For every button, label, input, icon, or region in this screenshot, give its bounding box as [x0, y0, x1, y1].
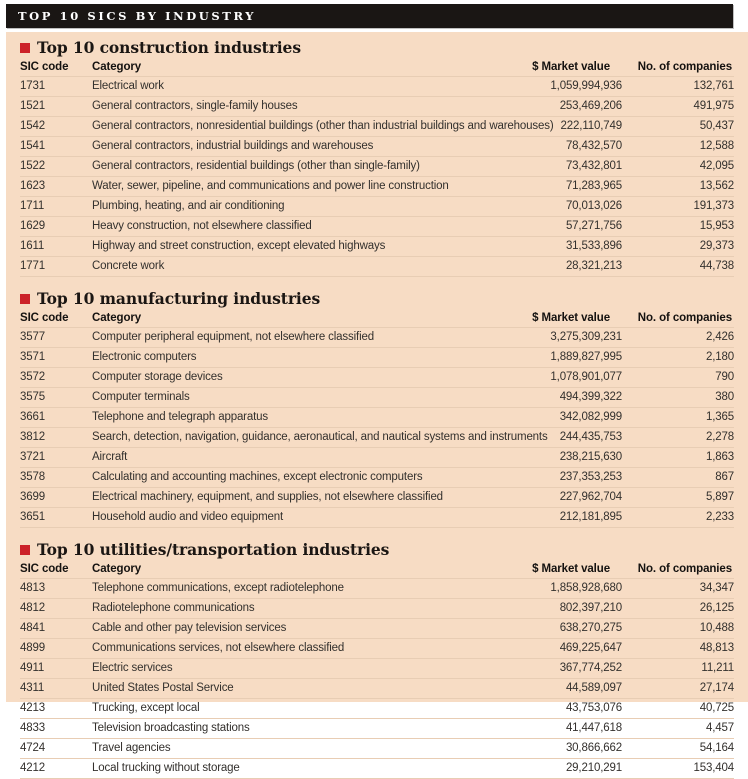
content-panel — [6, 32, 748, 774]
cell-category: General contractors, residential buildings (other than single-family) — [92, 157, 490, 177]
cell-sic-code: 1542 — [20, 117, 92, 137]
cell-companies: 40,725 — [622, 699, 734, 719]
cell-companies: 4,457 — [622, 719, 734, 739]
cell-companies: 10,488 — [622, 619, 734, 639]
section-title-text: Top 10 construction industries — [37, 38, 301, 57]
cell-category: Heavy construction, not elsewhere classified — [92, 217, 490, 237]
table-row — [20, 97, 734, 117]
cell-companies: 790 — [622, 368, 734, 388]
cell-market-value: 638,270,275 — [490, 619, 622, 639]
table-header-row — [20, 61, 734, 77]
table-row — [20, 468, 734, 488]
table-row — [20, 488, 734, 508]
cell-category: Plumbing, heating, and air conditioning — [92, 197, 490, 217]
cell-companies: 1,365 — [622, 408, 734, 428]
cell-market-value: 29,210,291 — [490, 759, 622, 779]
cell-sic-code: 1611 — [20, 237, 92, 257]
cell-category: Trucking, except local — [92, 699, 490, 719]
cell-sic-code: 3699 — [20, 488, 92, 508]
cell-companies: 44,738 — [622, 257, 734, 277]
cell-companies: 29,373 — [622, 237, 734, 257]
cell-sic-code: 3578 — [20, 468, 92, 488]
industry-table — [20, 563, 734, 779]
table-row — [20, 177, 734, 197]
cell-sic-code: 4899 — [20, 639, 92, 659]
cell-sic-code: 3572 — [20, 368, 92, 388]
table-row — [20, 237, 734, 257]
cell-companies: 11,211 — [622, 659, 734, 679]
cell-category: United States Postal Service — [92, 679, 490, 699]
column-header-sic-code: SIC code — [20, 563, 69, 575]
cell-sic-code: 4724 — [20, 739, 92, 759]
cell-sic-code: 3577 — [20, 328, 92, 348]
column-header-sic-code: SIC code — [20, 61, 69, 73]
cell-category: Radiotelephone communications — [92, 599, 490, 619]
cell-companies: 867 — [622, 468, 734, 488]
table-row — [20, 217, 734, 237]
cell-market-value: 44,589,097 — [490, 679, 622, 699]
cell-market-value: 802,397,210 — [490, 599, 622, 619]
table-row — [20, 388, 734, 408]
cell-market-value: 244,435,753 — [490, 428, 622, 448]
cell-market-value: 237,353,253 — [490, 468, 622, 488]
cell-companies: 13,562 — [622, 177, 734, 197]
cell-companies: 191,373 — [622, 197, 734, 217]
cell-companies: 2,426 — [622, 328, 734, 348]
cell-sic-code: 1711 — [20, 197, 92, 217]
cell-companies: 42,095 — [622, 157, 734, 177]
cell-market-value: 367,774,252 — [490, 659, 622, 679]
cell-companies: 1,863 — [622, 448, 734, 468]
table-row — [20, 579, 734, 599]
cell-sic-code: 3651 — [20, 508, 92, 528]
cell-market-value: 1,858,928,680 — [490, 579, 622, 599]
cell-category: Highway and street construction, except elevated highways — [92, 237, 490, 257]
cell-companies: 153,404 — [622, 759, 734, 779]
section-heading — [20, 540, 734, 560]
table-row — [20, 679, 734, 699]
cell-category: Local trucking without storage — [92, 759, 490, 779]
table-header-row — [20, 563, 734, 579]
table-row — [20, 408, 734, 428]
cell-market-value: 222,110,749 — [490, 117, 622, 137]
industry-section — [20, 540, 734, 779]
cell-market-value: 73,432,801 — [490, 157, 622, 177]
column-header-sic-code: SIC code — [20, 312, 69, 324]
cell-market-value: 30,866,662 — [490, 739, 622, 759]
cell-sic-code: 4833 — [20, 719, 92, 739]
cell-companies: 491,975 — [622, 97, 734, 117]
cell-category: Telephone and telegraph apparatus — [92, 408, 490, 428]
table-row — [20, 117, 734, 137]
column-header-category: Category — [92, 61, 142, 73]
cell-category: General contractors, single-family houses — [92, 97, 490, 117]
cell-companies: 34,347 — [622, 579, 734, 599]
table-row — [20, 428, 734, 448]
cell-category: Electronic computers — [92, 348, 490, 368]
table-row — [20, 77, 734, 97]
cell-market-value: 71,283,965 — [490, 177, 622, 197]
cell-sic-code: 4311 — [20, 679, 92, 699]
table-row — [20, 759, 734, 779]
table-row — [20, 157, 734, 177]
table-row — [20, 719, 734, 739]
red-square-marker-icon — [20, 545, 30, 555]
table-row — [20, 137, 734, 157]
cell-market-value: 1,059,994,936 — [490, 77, 622, 97]
red-square-marker-icon — [20, 294, 30, 304]
cell-market-value: 212,181,895 — [490, 508, 622, 528]
column-header-market-value: $ Market value — [532, 563, 610, 575]
table-row — [20, 639, 734, 659]
cell-market-value: 342,082,999 — [490, 408, 622, 428]
cell-companies: 2,233 — [622, 508, 734, 528]
cell-companies: 15,953 — [622, 217, 734, 237]
table-row — [20, 619, 734, 639]
cell-market-value: 31,533,896 — [490, 237, 622, 257]
column-header-companies: No. of companies — [637, 61, 732, 73]
cell-companies: 2,278 — [622, 428, 734, 448]
table-row — [20, 348, 734, 368]
column-header-category: Category — [92, 312, 142, 324]
industry-table — [20, 61, 734, 277]
cell-category: General contractors, industrial buildings and warehouses — [92, 137, 490, 157]
cell-market-value: 469,225,647 — [490, 639, 622, 659]
table-row — [20, 197, 734, 217]
cell-companies: 27,174 — [622, 679, 734, 699]
cell-sic-code: 4911 — [20, 659, 92, 679]
cell-sic-code: 3571 — [20, 348, 92, 368]
column-header-companies: No. of companies — [637, 312, 732, 324]
cell-sic-code: 4213 — [20, 699, 92, 719]
cell-sic-code: 4841 — [20, 619, 92, 639]
cell-category: Concrete work — [92, 257, 490, 277]
cell-sic-code: 4212 — [20, 759, 92, 779]
cell-market-value: 238,215,630 — [490, 448, 622, 468]
cell-market-value: 43,753,076 — [490, 699, 622, 719]
table-row — [20, 599, 734, 619]
cell-sic-code: 1771 — [20, 257, 92, 277]
cell-category: Computer terminals — [92, 388, 490, 408]
cell-category: Computer peripheral equipment, not elsewhere classified — [92, 328, 490, 348]
cell-market-value: 57,271,756 — [490, 217, 622, 237]
cell-companies: 380 — [622, 388, 734, 408]
cell-category: Household audio and video equipment — [92, 508, 490, 528]
banner-title: TOP 10 SICS BY INDUSTRY — [18, 9, 257, 23]
cell-category: Communications services, not elsewhere classified — [92, 639, 490, 659]
section-heading — [20, 289, 734, 309]
table-row — [20, 368, 734, 388]
cell-sic-code: 3721 — [20, 448, 92, 468]
red-square-marker-icon — [20, 43, 30, 53]
cell-category: Calculating and accounting machines, except electronic computers — [92, 468, 490, 488]
cell-sic-code: 4813 — [20, 579, 92, 599]
cell-sic-code: 3812 — [20, 428, 92, 448]
table-row — [20, 448, 734, 468]
cell-sic-code: 3661 — [20, 408, 92, 428]
cell-market-value: 1,889,827,995 — [490, 348, 622, 368]
column-header-companies: No. of companies — [637, 563, 732, 575]
cell-companies: 54,164 — [622, 739, 734, 759]
cell-market-value: 70,013,026 — [490, 197, 622, 217]
cell-market-value: 3,275,309,231 — [490, 328, 622, 348]
cell-category: Cable and other pay television services — [92, 619, 490, 639]
cell-market-value: 253,469,206 — [490, 97, 622, 117]
table-row — [20, 659, 734, 679]
cell-category: Travel agencies — [92, 739, 490, 759]
cell-companies: 132,761 — [622, 77, 734, 97]
cell-companies: 12,588 — [622, 137, 734, 157]
cell-category: Water, sewer, pipeline, and communications and power line construction — [92, 177, 490, 197]
cell-category: Television broadcasting stations — [92, 719, 490, 739]
cell-companies: 48,813 — [622, 639, 734, 659]
cell-category: Electric services — [92, 659, 490, 679]
cell-market-value: 41,447,618 — [490, 719, 622, 739]
cell-sic-code: 1623 — [20, 177, 92, 197]
column-header-category: Category — [92, 563, 142, 575]
cell-sic-code: 1541 — [20, 137, 92, 157]
cell-market-value: 1,078,901,077 — [490, 368, 622, 388]
cell-sic-code: 1629 — [20, 217, 92, 237]
table-row — [20, 508, 734, 528]
table-row — [20, 328, 734, 348]
cell-market-value: 78,432,570 — [490, 137, 622, 157]
cell-category: Search, detection, navigation, guidance, aeronautical, and nautical systems and instruments — [92, 428, 490, 448]
cell-category: Electrical work — [92, 77, 490, 97]
section-heading — [20, 38, 734, 58]
section-title-text: Top 10 utilities/transportation industries — [37, 540, 390, 559]
cell-category: Computer storage devices — [92, 368, 490, 388]
cell-sic-code: 1521 — [20, 97, 92, 117]
industry-section — [20, 289, 734, 528]
cell-market-value: 227,962,704 — [490, 488, 622, 508]
cell-market-value: 28,321,213 — [490, 257, 622, 277]
cell-companies: 50,437 — [622, 117, 734, 137]
column-header-market-value: $ Market value — [532, 61, 610, 73]
industry-section — [20, 38, 734, 277]
page-banner — [6, 4, 733, 28]
cell-sic-code: 1731 — [20, 77, 92, 97]
table-row — [20, 739, 734, 759]
cell-companies: 2,180 — [622, 348, 734, 368]
cell-companies: 26,125 — [622, 599, 734, 619]
cell-category: Electrical machinery, equipment, and supplies, not elsewhere classified — [92, 488, 490, 508]
table-header-row — [20, 312, 734, 328]
industry-table — [20, 312, 734, 528]
cell-market-value: 494,399,322 — [490, 388, 622, 408]
cell-sic-code: 3575 — [20, 388, 92, 408]
cell-category: General contractors, nonresidential buildings (other than industrial buildings and warehouses) — [92, 117, 490, 137]
cell-category: Telephone communications, except radiotelephone — [92, 579, 490, 599]
table-row — [20, 257, 734, 277]
cell-category: Aircraft — [92, 448, 490, 468]
column-header-market-value: $ Market value — [532, 312, 610, 324]
cell-sic-code: 1522 — [20, 157, 92, 177]
section-title-text: Top 10 manufacturing industries — [37, 289, 321, 308]
cell-sic-code: 4812 — [20, 599, 92, 619]
cell-companies: 5,897 — [622, 488, 734, 508]
